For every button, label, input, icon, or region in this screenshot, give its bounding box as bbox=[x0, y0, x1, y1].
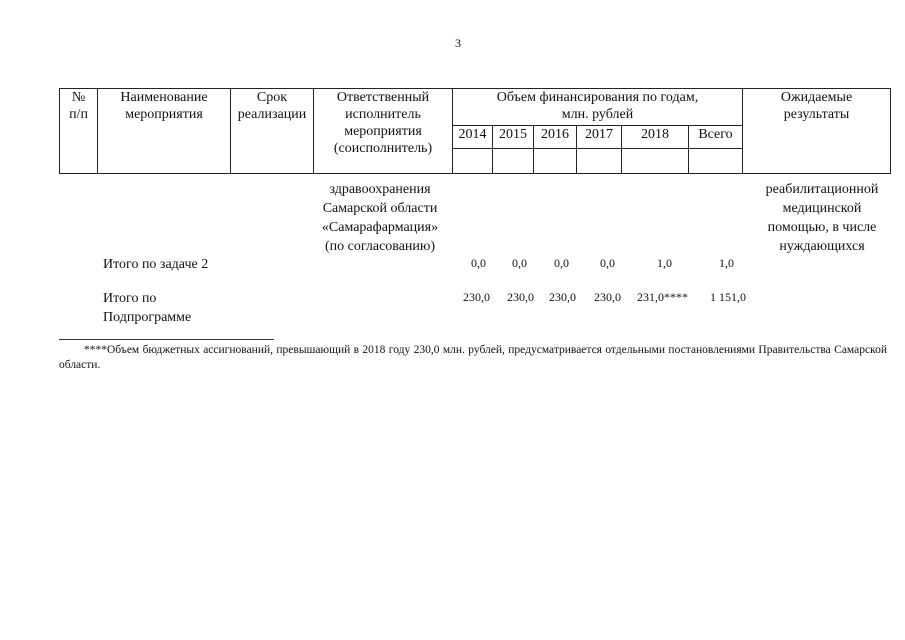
funding-table bbox=[59, 88, 891, 174]
header-executor: Ответственный исполнитель мероприятия (соисполнитель) bbox=[314, 89, 453, 174]
row-sub-2018: 231,0**** bbox=[637, 290, 688, 304]
footnote-separator bbox=[59, 339, 274, 340]
spacer-cell bbox=[534, 149, 577, 174]
header-year-2017: 2017 bbox=[577, 126, 622, 149]
header-year-2016: 2016 bbox=[534, 126, 577, 149]
header-row bbox=[60, 89, 891, 126]
row-task2-total: 1,0 bbox=[719, 256, 734, 270]
row-task2-2014: 0,0 bbox=[471, 256, 486, 270]
row-label-subprogram: Итого по Подпрограмме bbox=[103, 291, 192, 325]
row-task2-2015: 0,0 bbox=[512, 256, 527, 270]
header-term: Срок реализации bbox=[231, 89, 314, 174]
row-sub-2014: 230,0 bbox=[463, 290, 490, 304]
row-sub-2015: 230,0 bbox=[507, 290, 534, 304]
spacer-cell bbox=[493, 149, 534, 174]
header-year-2018: 2018 bbox=[622, 126, 689, 149]
executor-continuation: здравоохранения Самарской области «Самарафармация» (по согласованию) bbox=[321, 182, 439, 254]
row-sub-2016: 230,0 bbox=[549, 290, 576, 304]
spacer-cell bbox=[689, 149, 743, 174]
header-results: Ожидаемые результаты bbox=[743, 89, 891, 174]
spacer-cell bbox=[577, 149, 622, 174]
spacer-cell bbox=[453, 149, 493, 174]
row-task2-2018: 1,0 bbox=[657, 256, 672, 270]
row-task2-2017: 0,0 bbox=[600, 256, 615, 270]
results-continuation: реабилитационной медицинской помощью, в числе нуждающихся bbox=[765, 182, 879, 254]
footnote-text: ****Объем бюджетных ассигнований, превышающий в 2018 году 230,0 млн. рублей, предусматривается отдельными постановлениями Правительства Самарской области. bbox=[59, 344, 887, 371]
row-label-task2: Итого по задаче 2 bbox=[103, 257, 209, 272]
header-name: Наименование мероприятия bbox=[98, 89, 231, 174]
page-number: 3 bbox=[455, 36, 461, 50]
row-sub-total: 1 151,0 bbox=[710, 290, 746, 304]
header-num: № п/п bbox=[60, 89, 98, 174]
header-funding: Объем финансирования по годам, млн. рублей bbox=[453, 89, 743, 126]
row-sub-2017: 230,0 bbox=[594, 290, 621, 304]
header-year-2015: 2015 bbox=[493, 126, 534, 149]
header-total: Всего bbox=[689, 126, 743, 149]
footnote bbox=[59, 343, 887, 373]
header-year-2014: 2014 bbox=[453, 126, 493, 149]
row-task2-2016: 0,0 bbox=[554, 256, 569, 270]
spacer-cell bbox=[622, 149, 689, 174]
